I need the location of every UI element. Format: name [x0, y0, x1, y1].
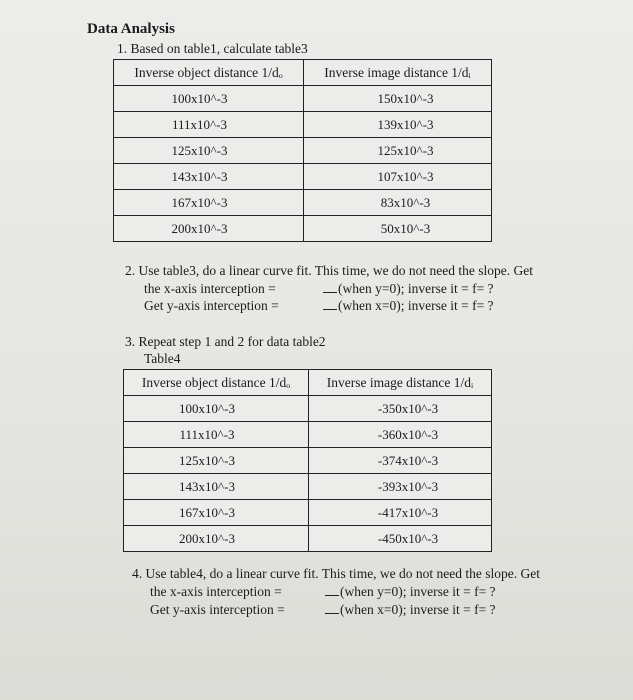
step-2-x-intercept-hint: (when y=0); inverse it = f= ? [338, 281, 494, 296]
table4-header-object: Inverse object distance 1/dₒ [124, 370, 309, 396]
table-cell: 100x10^-3 [124, 396, 309, 422]
table-cell: 111x10^-3 [124, 422, 309, 448]
table-row [114, 86, 492, 112]
table3-header-image: Inverse image distance 1/dᵢ [304, 60, 492, 86]
step-4-x-intercept-answer [325, 584, 496, 600]
table-cell: 167x10^-3 [114, 190, 304, 216]
step-4-x-intercept-hint: (when y=0); inverse it = f= ? [340, 584, 496, 599]
step-2-text: 2. Use table3, do a linear curve fit. This time, we do not need the slope. Get [125, 263, 534, 278]
table-cell: -450x10^-3 [308, 526, 491, 552]
table-cell: 150x10^-3 [304, 86, 492, 112]
table4-caption: Table4 [144, 351, 181, 366]
table-row [114, 216, 492, 242]
table-cell: -350x10^-3 [308, 396, 491, 422]
table3 [113, 59, 492, 242]
table-cell: 125x10^-3 [124, 448, 309, 474]
table3-header-row [114, 60, 492, 86]
step-4-text: 4. Use table4, do a linear curve fit. This time, we do not need the slope. Get [132, 566, 541, 581]
table-cell: 107x10^-3 [304, 164, 492, 190]
page-title: Data Analysis [87, 21, 175, 37]
table4-header-image: Inverse image distance 1/dᵢ [308, 370, 491, 396]
table-cell: 167x10^-3 [124, 500, 309, 526]
step-3-text: 3. Repeat step 1 and 2 for data table2 [125, 334, 326, 349]
step-2-y-intercept-answer [323, 298, 494, 314]
table-cell: 143x10^-3 [114, 164, 304, 190]
step-2-x-intercept-label: the x-axis interception = [144, 281, 276, 296]
table-row [124, 422, 492, 448]
step-2-y-intercept-label: Get y-axis interception = [144, 298, 279, 313]
table-cell: 125x10^-3 [304, 138, 492, 164]
table-cell: 200x10^-3 [124, 526, 309, 552]
table-row [114, 112, 492, 138]
table-cell: 125x10^-3 [114, 138, 304, 164]
step-2-x-intercept-answer [323, 281, 494, 297]
table-cell: 50x10^-3 [304, 216, 492, 242]
table-cell: 111x10^-3 [114, 112, 304, 138]
table-row [114, 138, 492, 164]
table-cell: 83x10^-3 [304, 190, 492, 216]
table4-header-row [124, 370, 492, 396]
step-2-y-intercept-hint: (when x=0); inverse it = f= ? [338, 298, 494, 313]
answer-blank[interactable] [325, 603, 339, 614]
table-cell: -374x10^-3 [308, 448, 491, 474]
table-cell: 100x10^-3 [114, 86, 304, 112]
step-4-x-intercept-label: the x-axis interception = [150, 584, 282, 599]
step-4-y-intercept-hint: (when x=0); inverse it = f= ? [340, 602, 496, 617]
table-cell: -360x10^-3 [308, 422, 491, 448]
table-cell: 139x10^-3 [304, 112, 492, 138]
table3-header-object: Inverse object distance 1/dₒ [114, 60, 304, 86]
table-row [124, 396, 492, 422]
table-cell: 200x10^-3 [114, 216, 304, 242]
table4 [123, 369, 492, 552]
table-row [124, 500, 492, 526]
table-cell: 143x10^-3 [124, 474, 309, 500]
step-4-y-intercept-answer [325, 602, 496, 618]
step-1-text: 1. Based on table1, calculate table3 [117, 41, 308, 56]
table-row [124, 526, 492, 552]
table-row [124, 474, 492, 500]
table-row [114, 164, 492, 190]
answer-blank[interactable] [323, 282, 337, 293]
table-row [114, 190, 492, 216]
table-row [124, 448, 492, 474]
step-4-y-intercept-label: Get y-axis interception = [150, 602, 285, 617]
table-cell: -417x10^-3 [308, 500, 491, 526]
table-cell: -393x10^-3 [308, 474, 491, 500]
answer-blank[interactable] [325, 585, 339, 596]
answer-blank[interactable] [323, 299, 337, 310]
